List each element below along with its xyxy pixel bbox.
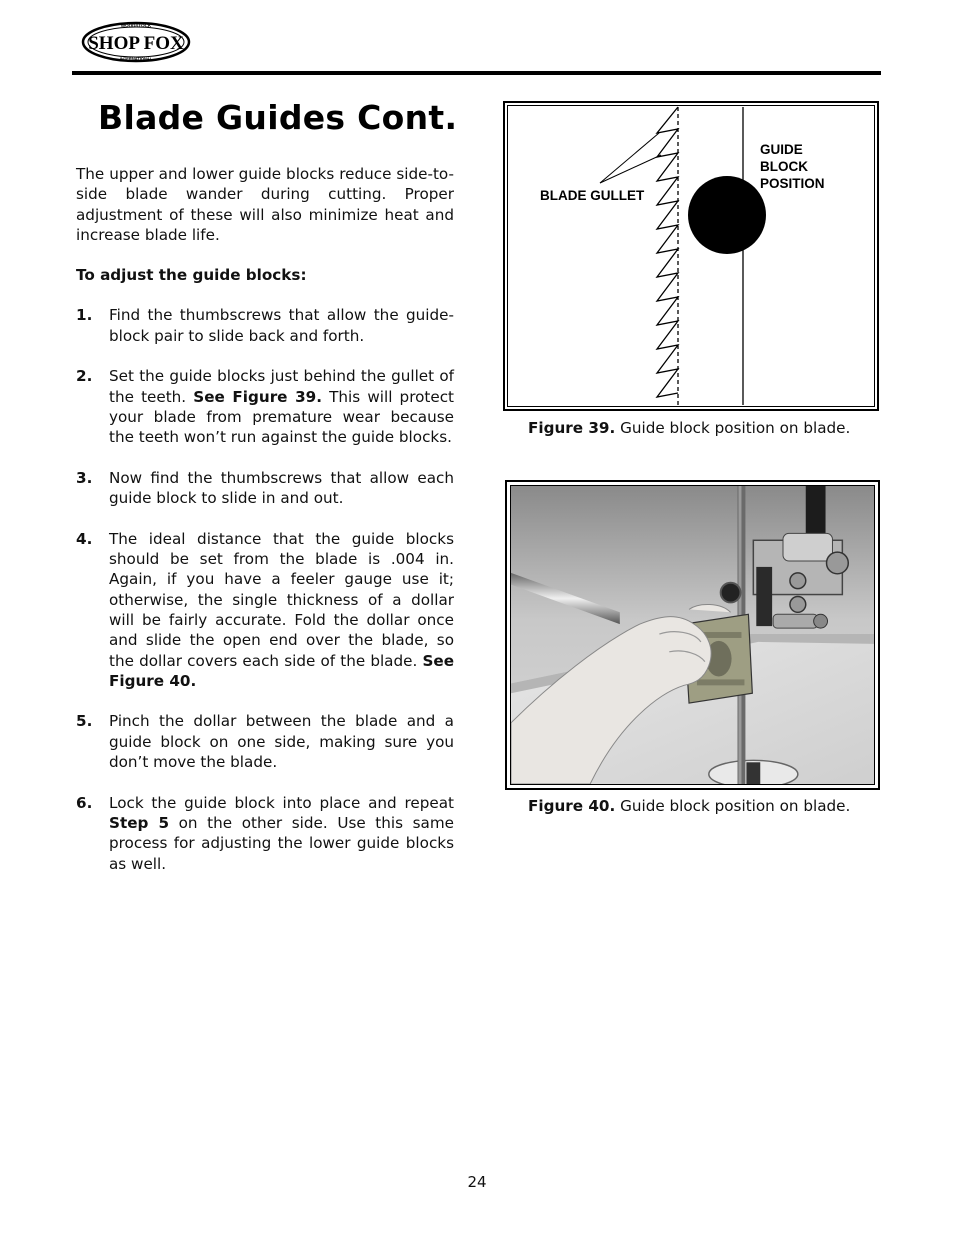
step-reference: Step 5 [109,813,170,832]
figure-39-caption [528,418,850,438]
step-text: Set the guide blocks just behind the gullet of the teeth. [109,367,454,406]
figure-reference: See Figure 39. [193,387,322,406]
page-title: Blade Guides Cont. [98,98,458,137]
subheading: To adjust the guide blocks: [76,266,307,285]
guide-block-circle [688,176,766,254]
step-text: Pinch the dollar between the blade and a guide block on one side, making sure you don’t move the blade. [109,712,454,772]
figure-40-caption [528,796,850,816]
logo-top-text: WOODSTOCK [120,23,152,28]
step-text: Find the thumbscrews that allow the guide-block pair to slide back and forth. [109,306,454,345]
step-item [76,793,454,874]
figure-39-diagram [503,101,879,411]
blade-gullet-label: BLADE GULLET [540,188,645,203]
step-text: on the other side. Use this same process for adjusting the lower guide blocks as well. [109,813,454,873]
step-item [76,529,454,691]
guide-block-label: GUIDE BLOCK POSITION [760,142,825,191]
blade-diagram [505,103,877,409]
shop-fox-logo [80,18,192,68]
figure-40-text: Guide block position on blade. [615,797,851,815]
step-text: This will protect your blade from premature wear because the teeth won’t run against the guide blocks. [109,387,455,447]
header-rule [72,71,881,75]
figure-40-number: Figure 40. [528,797,616,815]
step-text: Lock the guide block into place and repeat [109,793,454,812]
page-number: 24 [467,1173,487,1191]
blade-teeth [657,107,678,397]
step-text: Now find the thumbscrews that allow each guide block to slide in and out. [109,468,454,508]
step-item [76,305,454,346]
figure-40-photo [505,480,880,790]
figure-39-number: Figure 39. [528,419,616,437]
logo-bottom-text: INTERNATIONAL [119,56,153,61]
dollar-feeler-photo [511,486,874,784]
step-number: 6. [76,793,93,812]
step-number: 4. [76,529,93,548]
intro-paragraph: The upper and lower guide blocks reduce side-to-side blade wander during cutting. Proper adjustment of these will also minimize heat and increase blade life. [76,165,454,244]
step-number: 2. [76,367,93,386]
step-item [76,468,454,509]
step-item [76,711,454,772]
step-number: 5. [76,712,93,731]
figure-reference: See Figure 40. [109,651,454,690]
step-text: The ideal distance that the guide blocks should be set from the blade is .004 in. Again, if you have a feeler gauge use it; otherwise, the single thickness of a dollar will be fairly accurate. Fold the dollar once and slide the open end over the blade, so the dollar covers each side of the blade. [109,529,454,670]
step-item [76,366,454,447]
figure-39-text: Guide block position on blade. [615,419,851,437]
logo-text: SHOP FOX [88,33,184,54]
steps-list [76,305,454,873]
step-number: 3. [76,468,93,487]
step-number: 1. [76,306,93,325]
instructions-column [76,164,454,894]
